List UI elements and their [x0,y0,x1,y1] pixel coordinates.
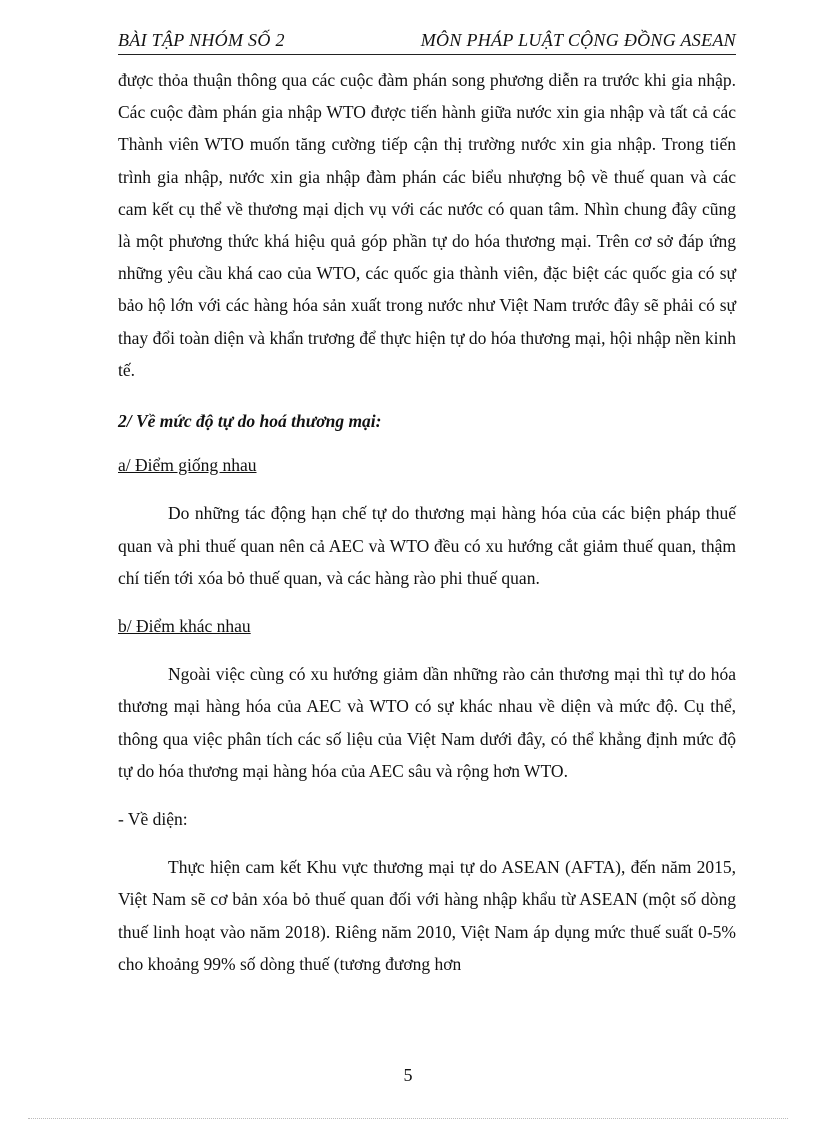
page-bottom-divider [28,1118,788,1119]
page-header [118,28,736,55]
scope-label: - Về diện: [118,809,188,830]
subsection-a-title: a/ Điểm giống nhau [118,455,257,476]
header-assignment-title: BÀI TẬP NHÓM SỐ 2 [118,30,285,50]
intro-paragraph: được thỏa thuận thông qua các cuộc đàm phán song phương diễn ra trước khi gia nhập. Các cuộc đàm phán gia nhập WTO được tiến hành giữa nước xin gia nhập và tất cả các Thành viên WTO muốn tăng cường tiếp cận thị trường nước xin gia nhập. Trong tiến trình gia nhập, nước xin gia nhập đàm phán các biểu nhượng bộ về thuế quan và các cam kết cụ thể về thương mại dịch vụ với các nước có quan tâm. Nhìn chung đây cũng là một phương thức khá hiệu quả góp phần tự do hóa thương mại. Trên cơ sở đáp ứng những yêu cầu khá cao của WTO, các quốc gia thành viên, đặc biệt các quốc gia có sự bảo hộ lớn với các hàng hóa sản xuất trong nước như Việt Nam trước đây sẽ phải có sự thay đổi toàn diện và khẩn trương để thực hiện tự do hóa thương mại, hội nhập nền kinh tế. [118,70,736,380]
scope-paragraph: Thực hiện cam kết Khu vực thương mại tự do ASEAN (AFTA), đến năm 2015, Việt Nam sẽ cơ bản xóa bỏ thuế quan đối với hàng nhập khẩu từ ASEAN (một số dòng thuế linh hoạt vào năm 2018). Riêng năm 2010, Việt Nam áp dụng mức thuế suất 0-5% cho khoảng 99% số dòng thuế (tương đương hơn [118,857,736,974]
subsection-b-paragraph: Ngoài việc cùng có xu hướng giảm dần những rào cản thương mại thì tự do hóa thương mại hàng hóa của AEC và WTO có sự khác nhau về diện và mức độ. Cụ thể, thông qua việc phân tích các số liệu của Việt Nam dưới đây, có thể khẳng định mức độ tự do hóa thương mại hàng hóa của AEC sâu và rộng hơn WTO. [118,664,736,781]
section-heading: 2/ Về mức độ tự do hoá thương mại: [118,411,382,432]
header-course-title: MÔN PHÁP LUẬT CỘNG ĐỒNG ASEAN [420,30,736,50]
document-body [118,64,736,980]
subsection-a-paragraph: Do những tác động hạn chế tự do thương mại hàng hóa của các biện pháp thuế quan và phi thuế quan nên cả AEC và WTO đều có xu hướng cắt giảm thuế quan, thậm chí tiến tới xóa bỏ thuế quan, và các hàng rào phi thuế quan. [118,503,736,588]
subsection-b-title: b/ Điểm khác nhau [118,616,251,637]
page-number: 5 [403,1065,413,1085]
